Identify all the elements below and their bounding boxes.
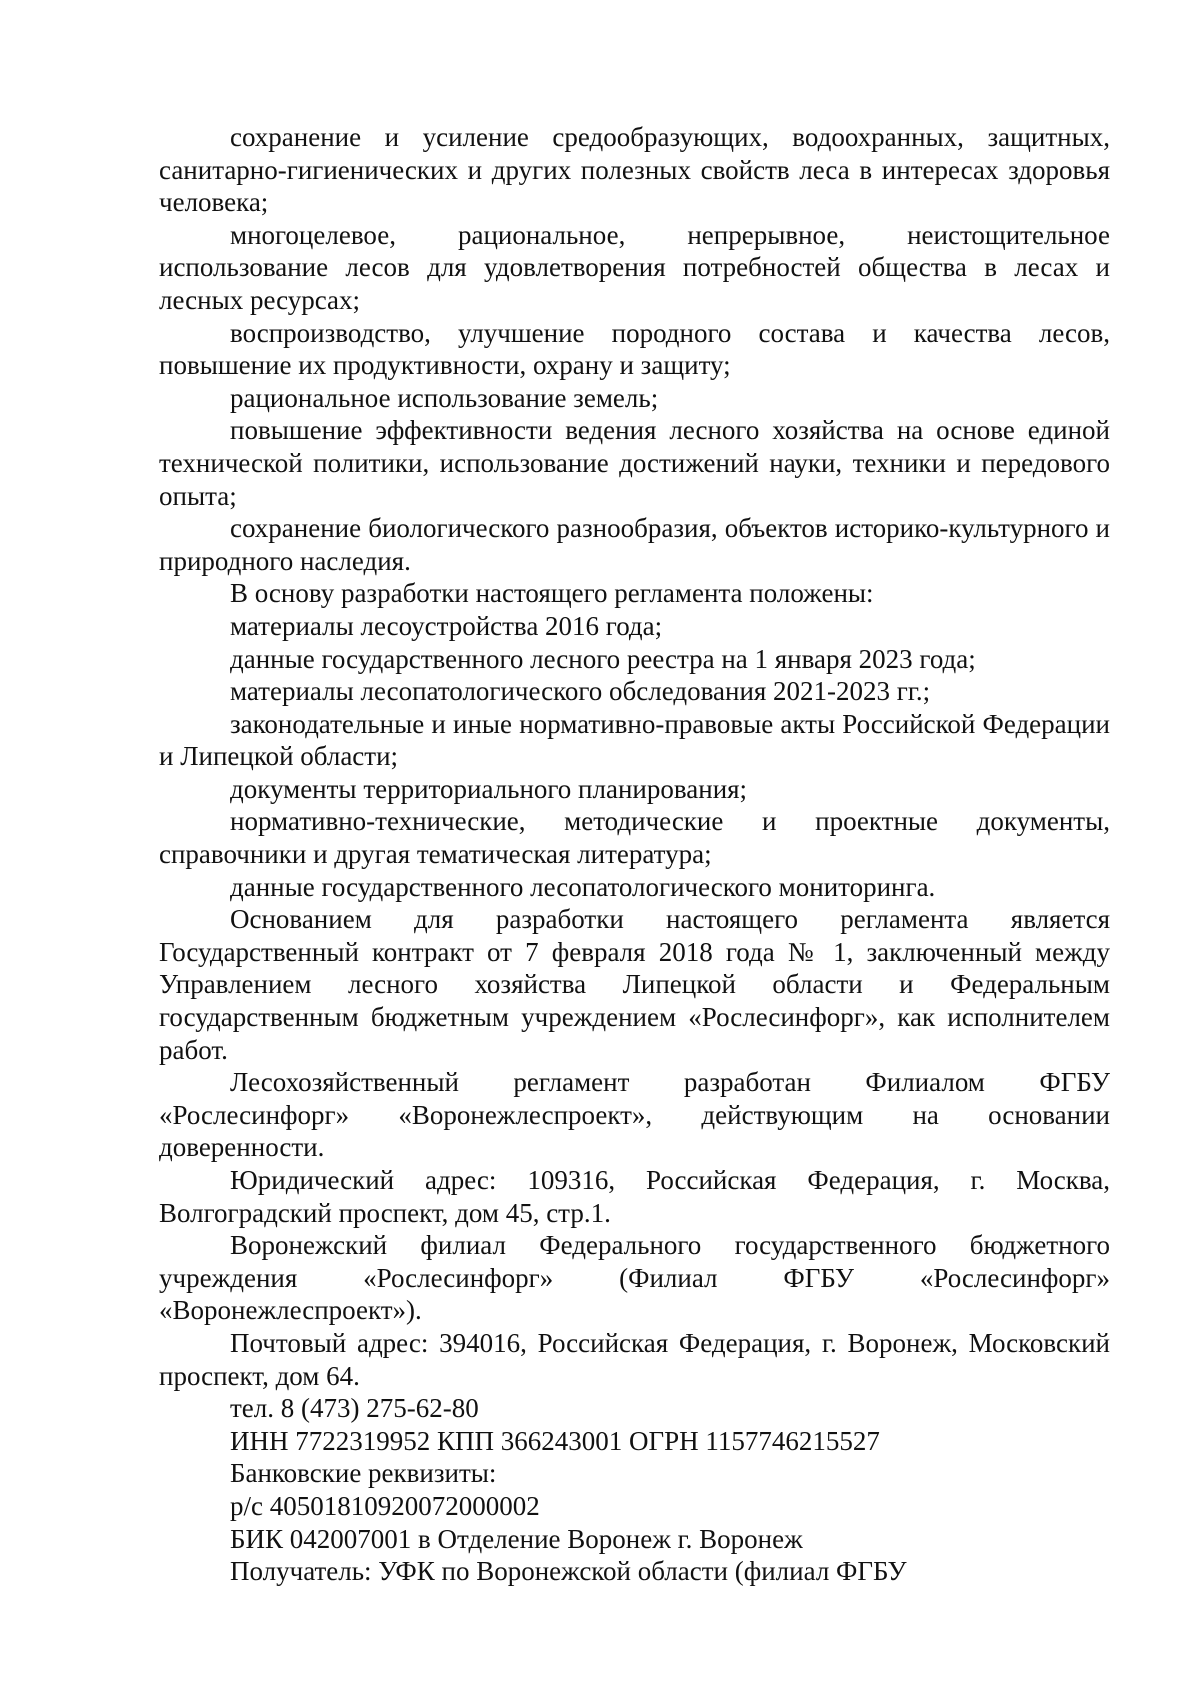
document-body bbox=[159, 121, 1110, 1588]
paragraph-recipient: Получатель: УФК по Воронежской области (филиал ФГБУ bbox=[230, 1556, 907, 1587]
paragraph-goal-environment: сохранение и усиление средообразующих, водоохранных, защитных, санитарно-гигиенических и других полезных свойств леса в интересах здоровья человека; bbox=[159, 122, 1110, 218]
paragraph-tax-ids: ИНН 7722319952 КПП 366243001 ОГРН 1157746215527 bbox=[230, 1425, 880, 1456]
paragraph-basis-pathology-survey: материалы лесопатологического обследования 2021-2023 гг.; bbox=[230, 676, 931, 707]
paragraph-bank-account: р/с 40501810920072000002 bbox=[230, 1490, 540, 1521]
paragraph-basis-intro: В основу разработки настоящего регламента положены: bbox=[230, 578, 874, 609]
paragraph-goal-biodiversity: сохранение биологического разнообразия, объектов историко-культурного и природного наследия. bbox=[159, 513, 1110, 576]
paragraph-contract: Основанием для разработки настоящего регламента является Государственный контракт от 7 февраля 2018 года № 1, заключенный между Управлением лесного хозяйства Липецкой области и Федеральным государственным бюджетным учреждением «Рослесинфорг», как исполнителем работ. bbox=[159, 904, 1110, 1065]
paragraph-goal-land-use: рациональное использование земель; bbox=[230, 382, 659, 413]
paragraph-basis-planning-docs: документы территориального планирования; bbox=[230, 773, 748, 804]
paragraph-branch-name: Воронежский филиал Федерального государственного бюджетного учреждения «Рослесинфорг» (Филиал ФГБУ «Рослесинфорг» «Воронежлеспроект»). bbox=[159, 1230, 1110, 1326]
paragraph-postal-address: Почтовый адрес: 394016, Российская Федерация, г. Воронеж, Московский проспект, дом 64. bbox=[159, 1327, 1110, 1391]
paragraph-developer: Лесохозяйственный регламент разработан Филиалом ФГБУ «Рослесинфорг» «Воронежлеспроект», действующим на основании доверенности. bbox=[159, 1067, 1110, 1163]
paragraph-goal-efficiency: повышение эффективности ведения лесного хозяйства на основе единой технической политики, использование достижений науки, техники и передового опыта; bbox=[159, 415, 1110, 511]
paragraph-legal-address: Юридический адрес: 109316, Российская Федерация, г. Москва, Волгоградский проспект, дом 45, стр.1. bbox=[159, 1165, 1110, 1228]
paragraph-bank-details-heading: Банковские реквизиты: bbox=[230, 1458, 497, 1489]
paragraph-basis-legislation: законодательные и иные нормативно-правовые акты Российской Федерации и Липецкой области; bbox=[159, 708, 1110, 772]
paragraph-bik: БИК 042007001 в Отделение Воронеж г. Воронеж bbox=[230, 1523, 803, 1554]
paragraph-basis-monitoring: данные государственного лесопатологического мониторинга. bbox=[230, 871, 936, 902]
paragraph-goal-forest-use: многоцелевое, рациональное, непрерывное, неистощительное использование лесов для удовлетворения потребностей общества в лесах и лесных ресурсах; bbox=[159, 219, 1110, 315]
paragraph-basis-forest-registry: данные государственного лесного реестра на 1 января 2023 года; bbox=[230, 643, 976, 674]
paragraph-goal-reproduction: воспроизводство, улучшение породного состава и качества лесов, повышение их продуктивности, охрану и защиту; bbox=[159, 317, 1110, 381]
paragraph-phone: тел. 8 (473) 275-62-80 bbox=[230, 1393, 479, 1424]
paragraph-basis-technical-docs: нормативно-технические, методические и проектные документы, справочники и другая тематическая литература; bbox=[159, 806, 1110, 870]
paragraph-basis-forest-inventory: материалы лесоустройства 2016 года; bbox=[230, 610, 663, 641]
